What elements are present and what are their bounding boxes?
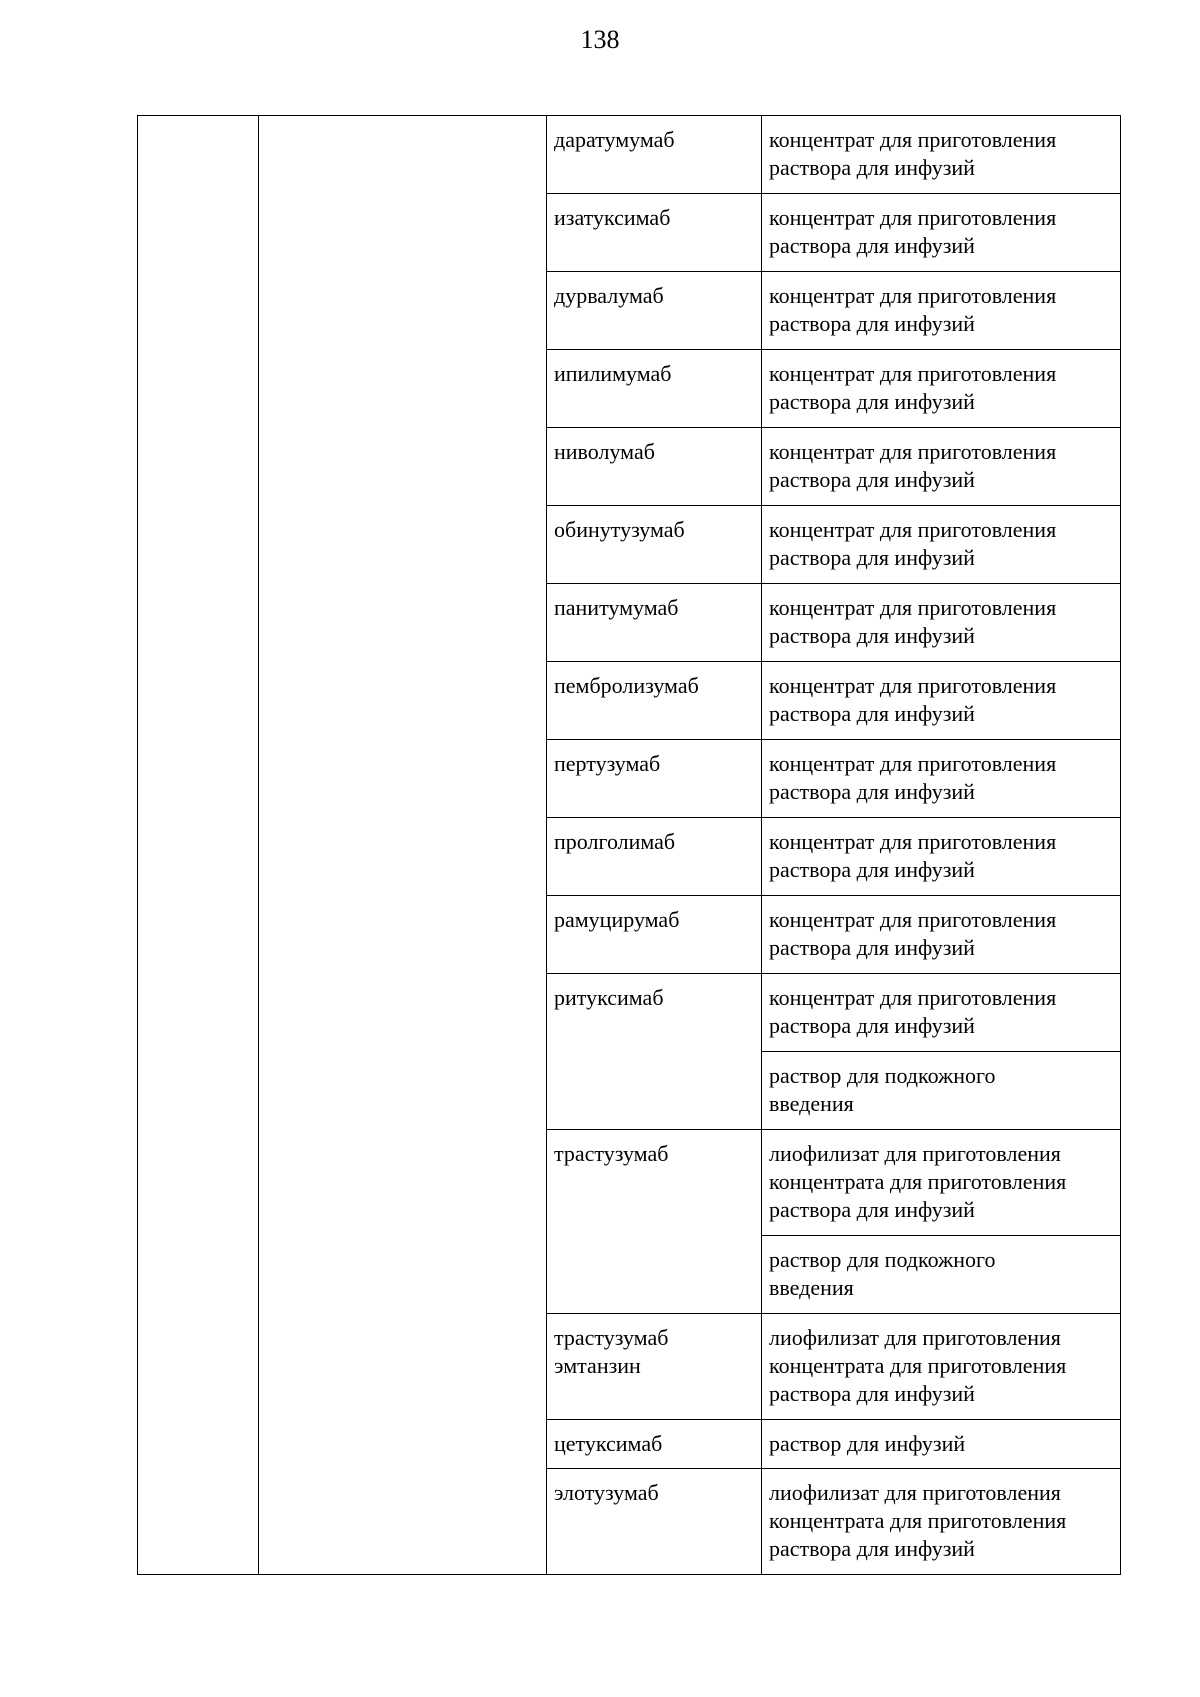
page-number: 138 (580, 25, 620, 54)
drug-name-cell: обинутузумаб (547, 506, 762, 584)
dosage-form-cell: концентрат для приготовления раствора для инфузий (762, 740, 1121, 818)
dosage-form-cell: концентрат для приготовления раствора для инфузий (762, 506, 1121, 584)
drug-table (137, 115, 1121, 1575)
dosage-form-cell: раствор для инфузий (762, 1420, 1121, 1469)
dosage-form-cell: концентрат для приготовления раствора для инфузий (762, 818, 1121, 896)
drug-name-cell: панитумумаб (547, 584, 762, 662)
dosage-form-cell: концентрат для приготовления раствора для инфузий (762, 662, 1121, 740)
dosage-form-cell: раствор для подкожного введения (762, 1052, 1121, 1130)
drug-name-cell: дурвалумаб (547, 272, 762, 350)
dosage-form-cell: концентрат для приготовления раствора для инфузий (762, 194, 1121, 272)
dosage-form-cell: лиофилизат для приготовления концентрата для приготовления раствора для инфузий (762, 1314, 1121, 1420)
table-row (138, 116, 1121, 194)
dosage-form-cell: раствор для подкожного введения (762, 1236, 1121, 1314)
drug-name-cell: изатуксимаб (547, 194, 762, 272)
drug-name-cell: ниволумаб (547, 428, 762, 506)
dosage-form-cell: концентрат для приготовления раствора для инфузий (762, 350, 1121, 428)
drug-name-cell: даратумумаб (547, 116, 762, 194)
drug-name-cell: элотузумаб (547, 1469, 762, 1575)
dosage-form-cell: концентрат для приготовления раствора для инфузий (762, 584, 1121, 662)
drug-name-cell: пертузумаб (547, 740, 762, 818)
dosage-form-cell: концентрат для приготовления раствора для инфузий (762, 896, 1121, 974)
dosage-form-cell: концентрат для приготовления раствора для инфузий (762, 974, 1121, 1052)
drug-name-cell: ипилимумаб (547, 350, 762, 428)
drug-name-cell: пембролизумаб (547, 662, 762, 740)
dosage-form-cell: концентрат для приготовления раствора для инфузий (762, 272, 1121, 350)
dosage-form-cell: лиофилизат для приготовления концентрата для приготовления раствора для инфузий (762, 1130, 1121, 1236)
group-cell (259, 116, 547, 1575)
dosage-form-cell: лиофилизат для приготовления концентрата для приготовления раствора для инфузий (762, 1469, 1121, 1575)
drug-name-cell: пролголимаб (547, 818, 762, 896)
drug-name-cell: цетуксимаб (547, 1420, 762, 1469)
drug-name-cell: рамуцирумаб (547, 896, 762, 974)
drug-name-cell: трастузумаб эмтанзин (547, 1314, 762, 1420)
drug-name-cell: трастузумаб (547, 1130, 762, 1314)
drug-name-cell: ритуксимаб (547, 974, 762, 1130)
dosage-form-cell: концентрат для приготовления раствора для инфузий (762, 116, 1121, 194)
dosage-form-cell: концентрат для приготовления раствора для инфузий (762, 428, 1121, 506)
code-cell (138, 116, 259, 1575)
